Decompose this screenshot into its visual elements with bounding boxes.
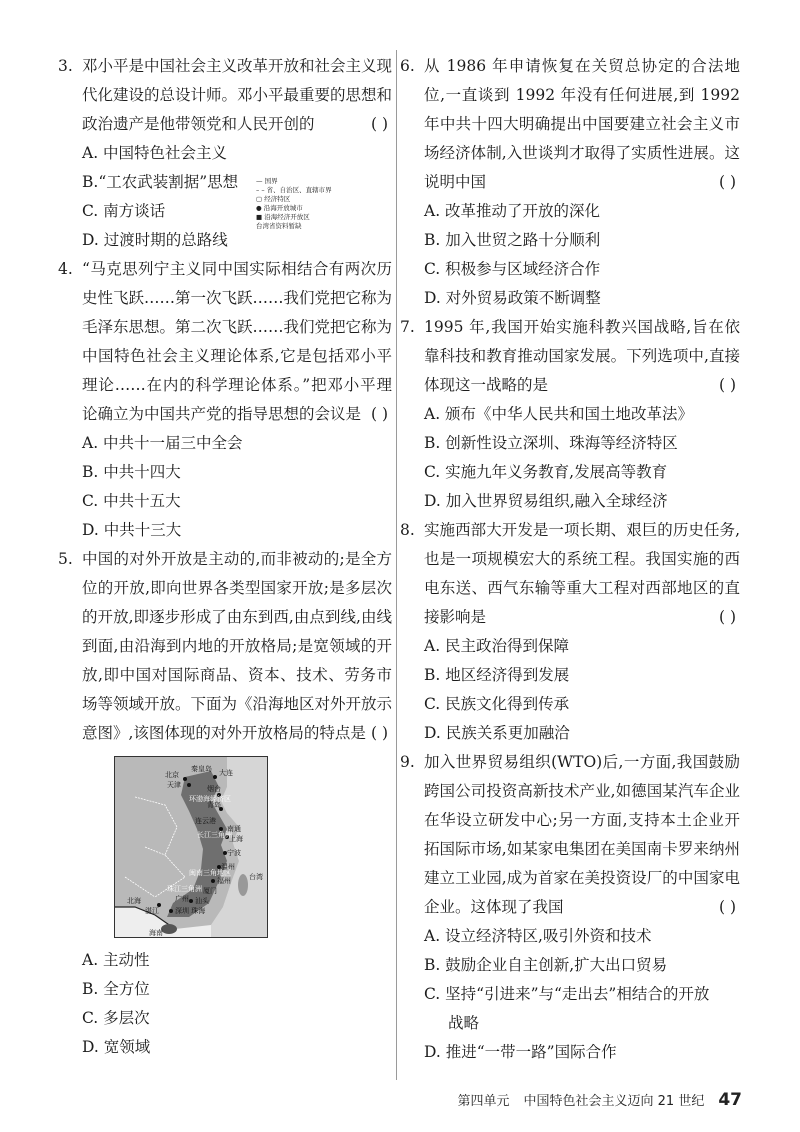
answer-paren: ( ) bbox=[718, 898, 736, 916]
city-dot bbox=[211, 879, 215, 883]
option-d: D. 对外贸易政策不断调整 bbox=[424, 289, 601, 307]
map-label-nantong: 南通 bbox=[227, 825, 241, 833]
map-label-beijing: 北京 bbox=[165, 771, 179, 779]
question-stem: 1995 年,我国开始实施科教兴国战略,旨在依靠科技和教育推动国家发展。下列选项中,直接体现这一战略的是 bbox=[424, 318, 740, 394]
map-label-dalian: 大连 bbox=[219, 769, 233, 777]
map-label-guangzhou: 广州 bbox=[175, 895, 189, 903]
option-a: A. 颁布《中华人民共和国土地改革法》 bbox=[424, 405, 694, 423]
map-label-shen-zhu: 深圳 珠海 bbox=[175, 907, 206, 915]
map-label-ningbo: 宁波 bbox=[227, 849, 241, 857]
option-c-continuation: 战略 bbox=[448, 1014, 480, 1032]
map-label-tianjin: 天津 bbox=[167, 781, 181, 789]
city-dot bbox=[183, 777, 187, 781]
map-label-fuzhou: 福州 bbox=[217, 877, 231, 885]
left-column bbox=[58, 52, 392, 1062]
map-legend bbox=[256, 177, 332, 231]
question-number: 6. bbox=[400, 57, 415, 75]
answer-paren: ( ) bbox=[718, 608, 736, 626]
option-c: C. 中共十五大 bbox=[82, 492, 181, 510]
map-label-taiwan: 台湾 bbox=[249, 873, 263, 881]
option-d: D. 加入世界贸易组织,融入全球经济 bbox=[424, 492, 668, 510]
option-b: B. 加入世贸之路十分顺利 bbox=[424, 231, 601, 249]
option-d: D. 民族关系更加融洽 bbox=[424, 724, 570, 742]
map-label-lianyungang: 连云港 bbox=[195, 817, 216, 825]
taiwan-island bbox=[238, 874, 248, 896]
option-c: C. 南方谈话 bbox=[82, 202, 166, 220]
map-label-beihai: 北海 bbox=[127, 897, 141, 905]
option-a: A. 设立经济特区,吸引外资和技术 bbox=[424, 927, 652, 945]
option-d: D. 中共十三大 bbox=[82, 521, 182, 539]
right-column bbox=[400, 52, 740, 1067]
question-9 bbox=[400, 748, 740, 922]
option-b: B.“工农武装割据”思想 bbox=[82, 173, 239, 191]
option-b: B. 鼓励企业自主创新,扩大出口贸易 bbox=[424, 956, 668, 974]
question-number: 3. bbox=[58, 57, 73, 75]
legend-province-border: – – 省、自治区、直辖市界 bbox=[256, 186, 332, 194]
legend-national-border: — 国界 bbox=[256, 177, 278, 185]
map-label-min-delta: 闽南三角地区 bbox=[189, 869, 231, 877]
option-d: D. 宽领域 bbox=[82, 1038, 151, 1056]
question-stem: 中国的对外开放是主动的,而非被动的;是全方位的开放,即向世界各类型国家开放;是多层次的开放,即逐步形成了由东到西,由点到线,由线到面,由沿海到内地的开放格局;是宽领域的开放,即中国对国际商品、资本、技术、劳务市场等领域开放。下面为《沿海地区对外开放示意图》,该图体现的对外开放格局的特点是 bbox=[82, 550, 393, 742]
legend-sez: ▢ 经济特区 bbox=[256, 195, 291, 203]
question-stem: 邓小平是中国社会主义改革开放和社会主义现代化建设的总设计师。邓小平最重要的思想和政治遗产是他带领党和人民开创的 bbox=[82, 57, 393, 133]
map-label-wenzhou: 温州 bbox=[221, 863, 235, 871]
answer-paren: ( ) bbox=[718, 376, 736, 394]
city-dot bbox=[187, 783, 191, 787]
question-number: 9. bbox=[400, 753, 415, 771]
answer-paren: ( ) bbox=[370, 724, 388, 742]
legend-open-zone: ■ 沿海经济开放区 bbox=[256, 213, 310, 221]
question-number: 8. bbox=[400, 521, 415, 539]
question-stem: “马克思列宁主义同中国实际相结合有两次历史性飞跃……第一次飞跃……我们党把它称为毛泽东思想。第二次飞跃……我们党把它称为中国特色社会主义理论体系,它是包括邓小平理论……在内的科学理论体系。”把邓小平理论确立为中国共产党的指导思想的会议是 bbox=[82, 260, 393, 423]
footer-unit: 第四单元 bbox=[457, 1094, 510, 1109]
question-stem: 实施西部大开发是一项长期、艰巨的历史任务,也是一项规模宏大的系统工程。我国实施的西电东送、西气东输等重大工程对西部地区的直接影响是 bbox=[424, 521, 740, 626]
question-5 bbox=[58, 545, 392, 748]
option-b: B. 地区经济得到发展 bbox=[424, 666, 570, 684]
question-8 bbox=[400, 516, 740, 632]
option-c: C. 实施九年义务教育,发展高等教育 bbox=[424, 463, 668, 481]
answer-paren: ( ) bbox=[718, 173, 736, 191]
page-footer bbox=[458, 1090, 743, 1110]
option-c: C. 积极参与区域经济合作 bbox=[424, 260, 601, 278]
column-divider bbox=[396, 50, 397, 1080]
map-label-changjiang-delta: 长江三角洲 bbox=[197, 831, 232, 839]
city-dot bbox=[169, 909, 173, 913]
footer-title: 中国特色社会主义迈向 21 世纪 bbox=[523, 1094, 705, 1109]
option-d: D. 过渡时期的总路线 bbox=[82, 231, 228, 249]
question-number: 7. bbox=[400, 318, 415, 336]
city-dot bbox=[213, 775, 217, 779]
question-stem: 加入世界贸易组织(WTO)后,一方面,我国鼓励跨国公司投资高新技术产业,如德国某汽车企业在华设立研发中心;另一方面,支持本土企业开拓国际市场,如某家电集团在美国南卡罗来纳州建立工业园,成为首家在美投资设厂的中国家电企业。这体现了我国 bbox=[424, 753, 740, 916]
page-number: 47 bbox=[718, 1090, 742, 1110]
question-7 bbox=[400, 313, 740, 400]
answer-paren: ( ) bbox=[370, 115, 388, 133]
coastal-opening-map bbox=[114, 756, 268, 938]
map-label-qingdao: 青岛 bbox=[207, 801, 221, 809]
map-label-yantai: 烟台 bbox=[207, 785, 221, 793]
option-c: C. 多层次 bbox=[82, 1009, 150, 1027]
question-number: 5. bbox=[58, 550, 73, 568]
legend-coastal-city: ● 沿海开放城市 bbox=[256, 204, 303, 212]
option-b: B. 中共十四大 bbox=[82, 463, 181, 481]
question-4 bbox=[58, 255, 392, 429]
hainan-island bbox=[161, 924, 177, 934]
map-label-qinhuangdao: 秦皇岛 bbox=[191, 765, 212, 773]
option-a: A. 主动性 bbox=[82, 951, 150, 969]
option-c: C. 民族文化得到传承 bbox=[424, 695, 570, 713]
map-label-hainan: 海南 bbox=[149, 929, 163, 937]
map-label-shanghai: 上海 bbox=[229, 835, 243, 843]
option-a: A. 改革推动了开放的深化 bbox=[424, 202, 601, 220]
question-6 bbox=[400, 52, 740, 197]
question-3 bbox=[58, 52, 392, 139]
option-b: B. 全方位 bbox=[82, 980, 150, 998]
option-d: D. 推进“一带一路”国际合作 bbox=[424, 1043, 617, 1061]
map-graphic bbox=[115, 757, 267, 937]
map-label-huan-bohai: 环渤海经济区 bbox=[189, 795, 231, 803]
map-label-xiamen: 厦门 bbox=[203, 887, 217, 895]
option-a: A. 中国特色社会主义 bbox=[82, 144, 228, 162]
option-c: C. 坚持“引进来”与“走出去”相结合的开放 bbox=[424, 985, 710, 1003]
city-dot bbox=[189, 899, 193, 903]
option-a: A. 民主政治得到保障 bbox=[424, 637, 570, 655]
option-b: B. 创新性设立深圳、珠海等经济特区 bbox=[424, 434, 678, 452]
question-stem: 从 1986 年申请恢复在关贸总协定的合法地位,一直谈到 1992 年没有任何进展,到 1992 年中共十四大明确提出中国要建立社会主义市场经济体制,入世谈判才取得了实质性进展。这说明中国 bbox=[424, 57, 740, 191]
option-a: A. 中共十一届三中全会 bbox=[82, 434, 243, 452]
map-label-zhanjiang: 湛江 bbox=[145, 907, 159, 915]
legend-taiwan-note: 台湾省资料暂缺 bbox=[256, 222, 302, 230]
map-label-zhujiang-delta: 珠江三角洲 bbox=[167, 885, 202, 893]
map-label-shantou: 汕头 bbox=[195, 897, 209, 905]
answer-paren: ( ) bbox=[370, 405, 388, 423]
question-number: 4. bbox=[58, 260, 73, 278]
